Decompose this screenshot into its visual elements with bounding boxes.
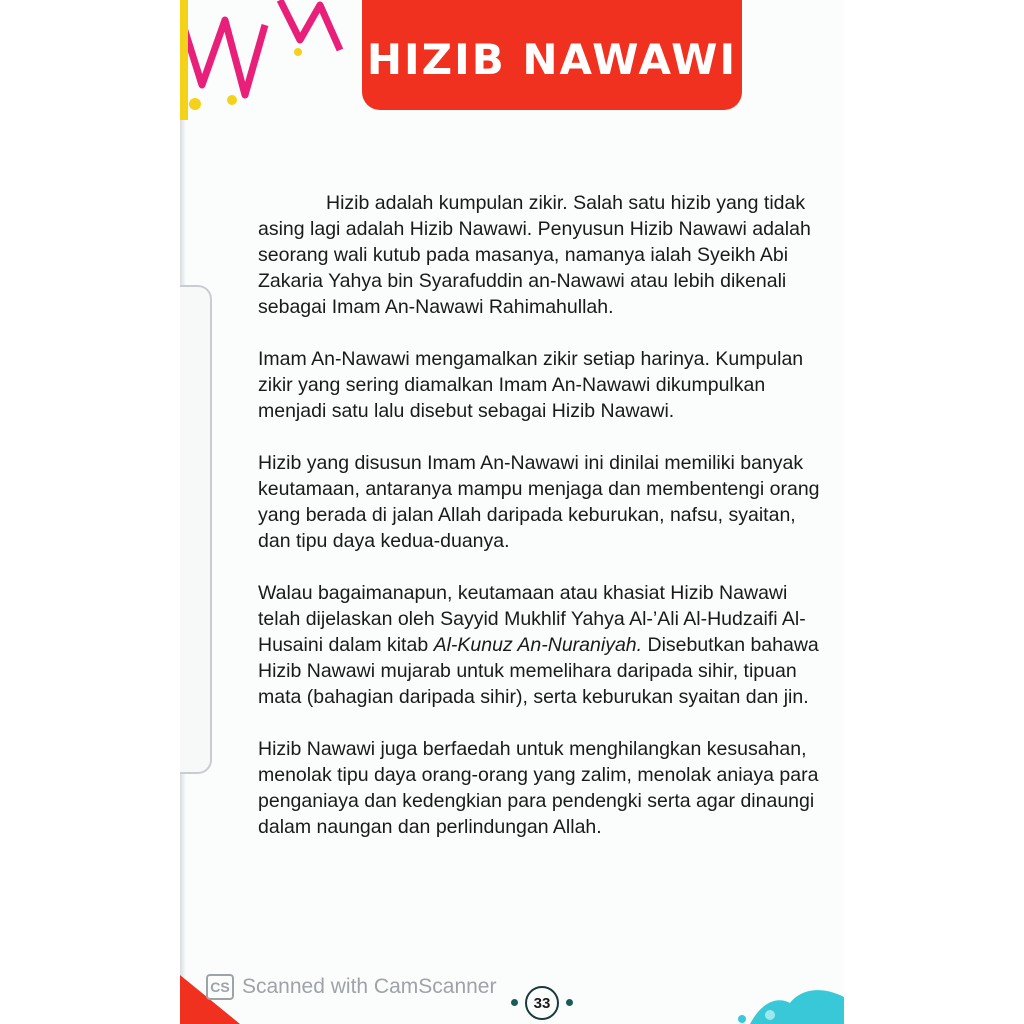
paragraph-3: Hizib yang disusun Imam An-Nawawi ini dinilai memiliki banyak keutamaan, antaranya mampu menjaga dan membentengi orang yang berada di jalan Allah daripada keburukan, nafsu, syaitan, dan tipu daya kedua-duanya. bbox=[258, 452, 820, 552]
book-page bbox=[180, 0, 844, 1024]
decorative-zigzag-graphic bbox=[180, 0, 355, 120]
article-body bbox=[258, 190, 828, 866]
paragraph-2: Imam An-Nawawi mengamalkan zikir setiap harinya. Kumpulan zikir yang sering diamalkan Imam An-Nawawi dikumpulkan menjadi satu lalu disebut sebagai Hizib Nawawi. bbox=[258, 348, 804, 422]
page-number-dot-left bbox=[511, 999, 518, 1006]
paragraph-4-start: Walau bagaimanapun, keutamaan atau khasiat Hizib Nawawi telah dijelaskan oleh Sayyid Mukhlif Yahya Al-’Ali Al-Hudzaifi Al-Husaini dalam kitab bbox=[258, 582, 806, 656]
scanner-watermark bbox=[206, 972, 496, 1002]
page-side-tab bbox=[180, 285, 212, 774]
page-number-dot-right bbox=[566, 999, 573, 1006]
camscanner-icon: CS bbox=[206, 974, 234, 1000]
decorative-wave-graphic bbox=[650, 985, 844, 1024]
paragraph-4 bbox=[258, 580, 828, 710]
paragraph-4-end: Disebutkan bahawa Hizib Nawawi mujarab untuk memelihara daripada sihir, tipuan mata (bahagian daripada sihir), serta keburukan syaitan dan jin. bbox=[258, 634, 819, 708]
book-title: Al-Kunuz An-Nuraniyah. bbox=[433, 634, 643, 656]
page-number: 33 bbox=[525, 986, 559, 1020]
paragraph-5: Hizib Nawawi juga berfaedah untuk menghilangkan kesusahan, menolak tipu daya orang-orang yang zalim, menolak aniaya para penganiaya dan kedengkian para pendengki serta agar dinaungi dalam naungan dan perlindungan Allah. bbox=[258, 738, 819, 838]
page-title: HIZIB NAWAWI bbox=[366, 34, 738, 84]
title-banner bbox=[362, 0, 742, 110]
paragraph-1: Hizib adalah kumpulan zikir. Salah satu hizib yang tidak asing lagi adalah Hizib Nawawi. Penyusun Hizib Nawawi adalah seorang wali kutub pada masanya, namanya ialah Syeikh Abi Zakaria Yahya bin Syarafuddin an-Nawawi atau lebih dikenali sebagai Imam An-Nawawi Rahimahullah. bbox=[258, 192, 811, 318]
scanner-watermark-text: Scanned with CamScanner bbox=[242, 975, 497, 998]
